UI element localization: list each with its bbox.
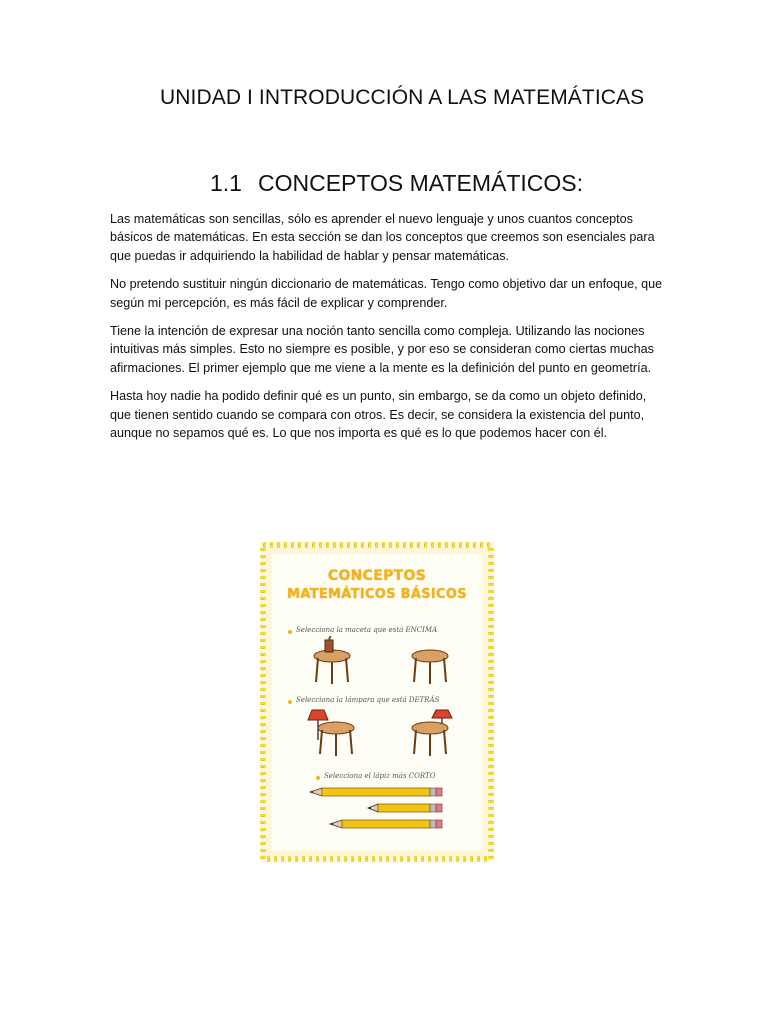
tables-with-pot-icon: [272, 636, 482, 696]
section-heading-text: CONCEPTOS MATEMÁTICOS:: [257, 170, 583, 196]
instruction-3: Selecciona el lápiz más CORTO: [324, 772, 436, 780]
section-number: 1.1: [210, 170, 242, 196]
paragraph: No pretendo sustituir ningún diccionario de matemáticas. Tengo como objetivo dar un enfoque, que según mi percepción, es más fácil de explicar y comprender.: [110, 277, 663, 310]
instruction-2: Selecciona la lámpara que está DETRÁS: [296, 696, 440, 704]
illustration-title-line2: MATEMÁTICOS BÁSICOS: [287, 587, 467, 602]
paragraph: Las matemáticas son sencillas, sólo es aprender el nuevo lenguaje y unos cuantos conceptos básicos de matemáticas. En esta sección se dan los conceptos que creemos son esenciales para que puedas ir adquiriendo la habilidad de hablar y pensar matemáticas.: [110, 212, 655, 263]
bullet-icon: [316, 776, 320, 780]
section-title: [210, 170, 583, 197]
illustration-title-line1: CONCEPTOS: [327, 568, 427, 584]
paragraph: Tiene la intención de expresar una noción tanto sencilla como compleja. Utilizando las nociones intuitivas más simples. Esto no siempre es posible, y por eso se consideran como ciertas muchas afirmaciones. El primer ejemplo que me viene a la mente es la definición del punto en geometría.: [110, 324, 654, 375]
illustration-panel: [272, 554, 482, 850]
bullet-icon: [288, 630, 292, 634]
instruction-1: Selecciona la maceta que está ENCIMA: [296, 626, 438, 634]
bullet-icon: [288, 700, 292, 704]
concepts-illustration: [260, 542, 494, 862]
tables-with-lamp-icon: [272, 706, 482, 766]
unit-title: UNIDAD I INTRODUCCIÓN A LAS MATEMÁTICAS: [160, 86, 645, 109]
pencils-icon: [272, 784, 482, 844]
body-text: [110, 210, 670, 452]
paragraph: Hasta hoy nadie ha podido definir qué es un punto, sin embargo, se da como un objeto definido, que tienen sentido cuando se compara con otros. Es decir, se considera la existencia del punto, aunque no sepamos qué es. Lo que nos importa es qué es lo que podemos hacer con él.: [110, 389, 647, 441]
